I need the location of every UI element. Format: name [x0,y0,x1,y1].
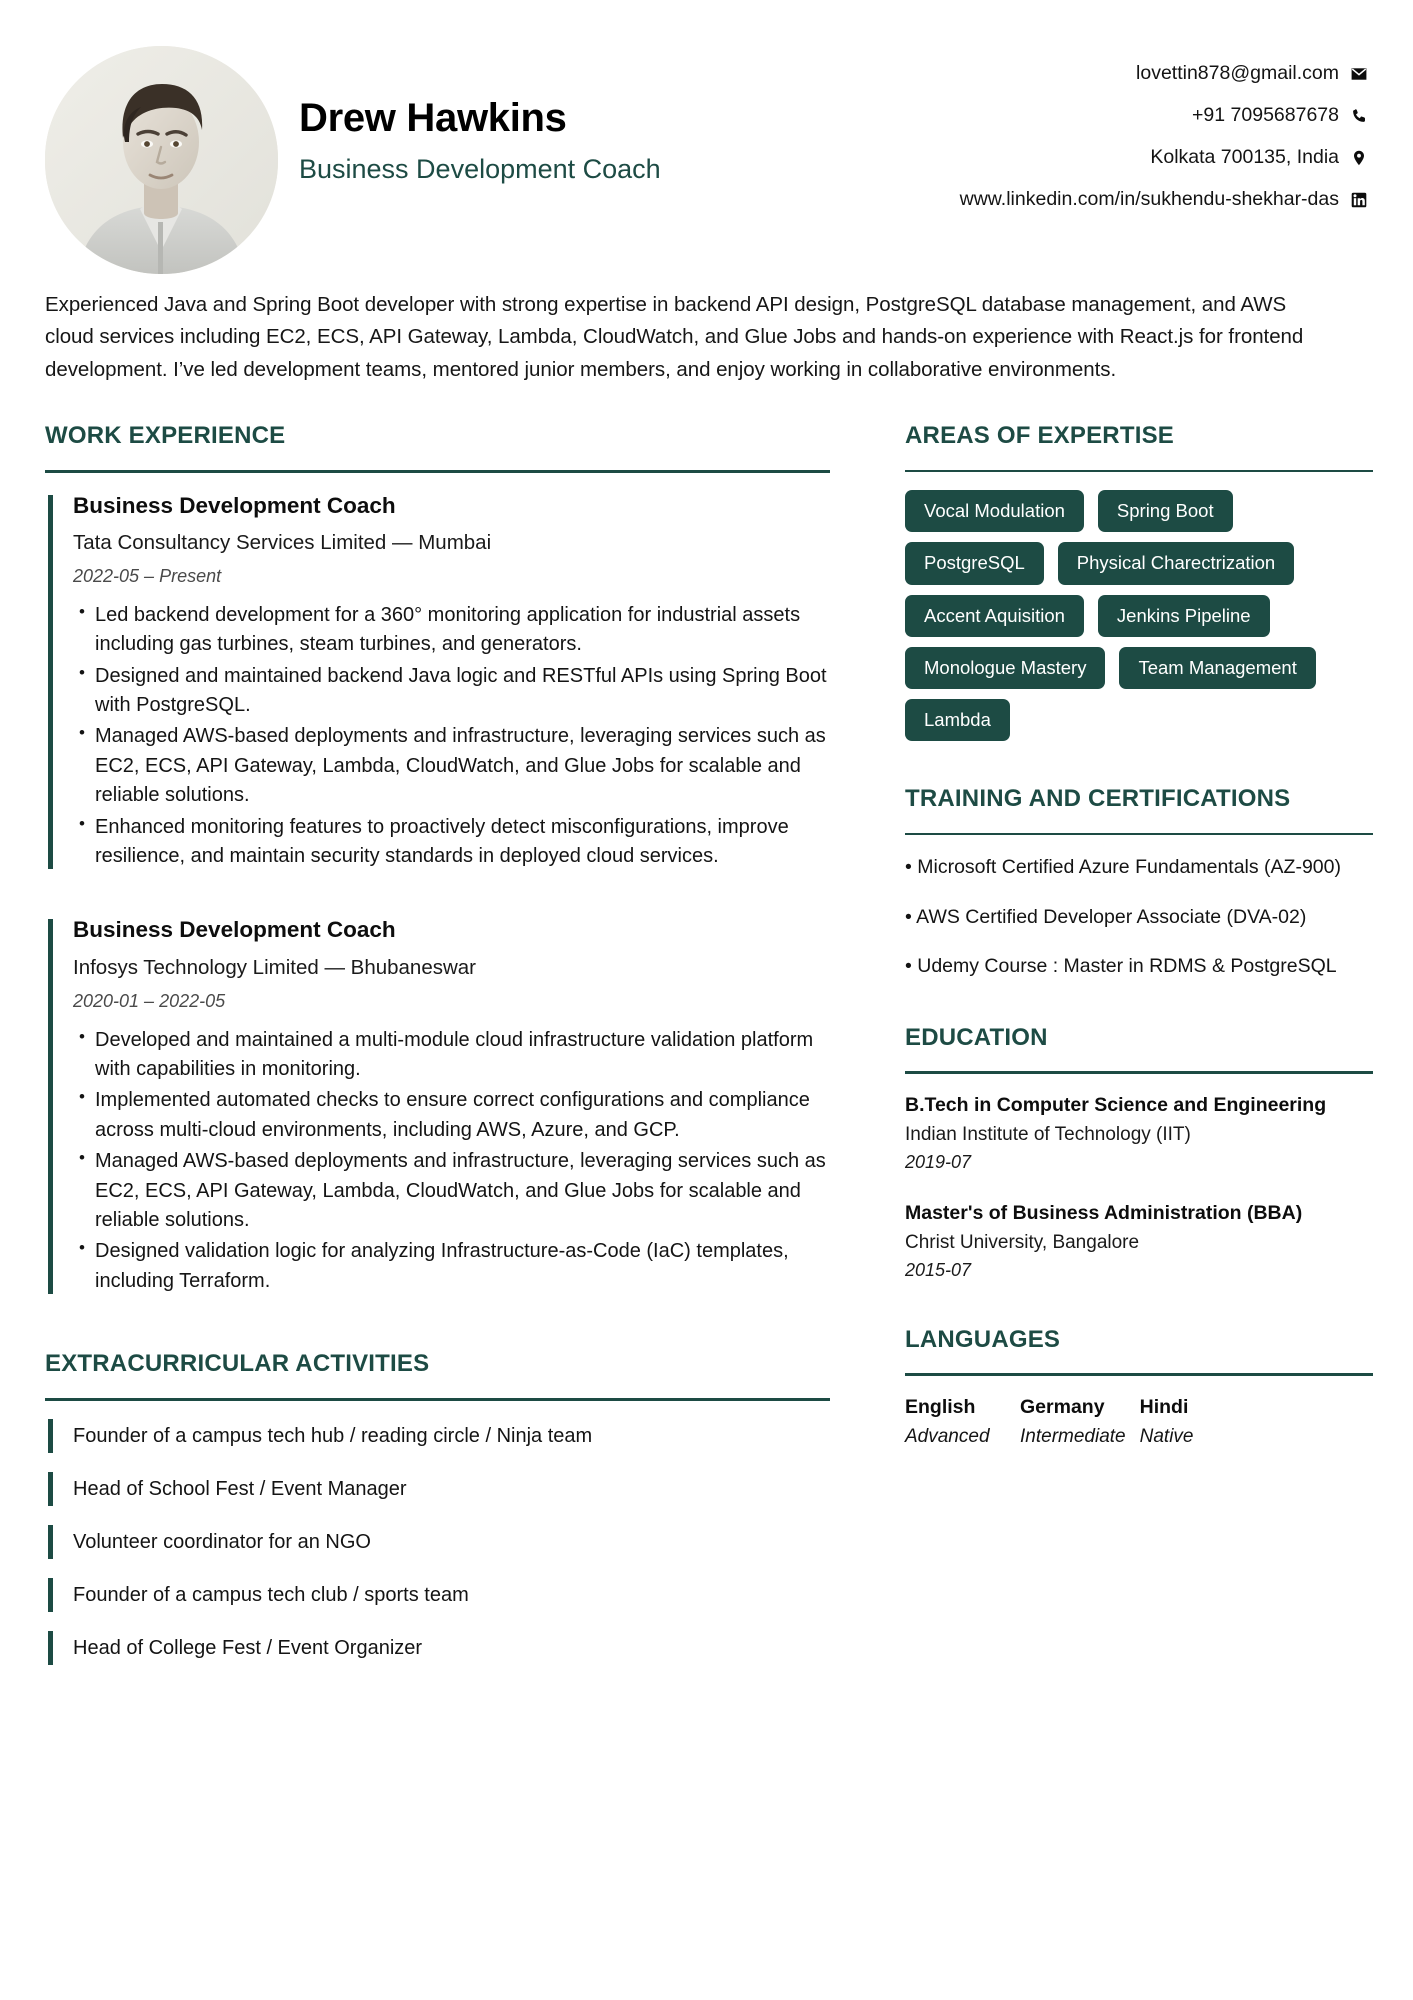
languages-title: LANGUAGES [905,1325,1061,1353]
job-bullet: • Designed validation logic for analyzing Infrastructure-as-Code (IaC) templates, including Terraform. [73,1237,830,1296]
skill-badge: Accent Aquisition [905,595,1084,637]
contact-phone-value: +91 7095687678 [1192,104,1339,126]
work-experience-section [45,420,830,1296]
accent-bar [48,1419,53,1453]
extracurricular-title: EXTRACURRICULAR ACTIVITIES [45,1350,430,1378]
resume-body [45,420,1368,1664]
resume-header [45,40,1368,275]
education-date: 2019-07 [905,1151,972,1172]
contact-location-value: Kolkata 700135, India [1150,146,1339,168]
job-dates: 2022-05 – Present [73,566,222,587]
job-bullet: • Enhanced monitoring features to proactively detect misconfigurations, improve resilience, and maintain security standards in deployed cloud services. [73,813,830,872]
location-icon [1350,149,1368,167]
extracurricular-item [45,1472,830,1506]
extracurricular-item [45,1631,830,1665]
extracurricular-label: Head of College Fest / Event Organizer [73,1636,423,1659]
section-divider [905,833,1373,836]
section-divider [45,470,830,473]
language-level: Advanced [905,1426,990,1448]
accent-bar [48,1525,53,1559]
education-item [905,1092,1373,1174]
skill-badge: Team Management [1119,647,1315,689]
extracurricular-label: Volunteer coordinator for an NGO [73,1530,371,1553]
language-name: Germany [1020,1395,1105,1418]
skill-badge: Vocal Modulation [905,490,1084,532]
certification-item: • Udemy Course : Master in RDMS & PostgreSQL [905,954,1337,977]
education-school: Indian Institute of Technology (IIT) [905,1123,1191,1145]
contact-email-value: lovettin878@gmail.com [1136,62,1339,84]
language-name: English [905,1395,976,1418]
section-divider [45,1398,830,1401]
left-column [45,420,865,1664]
education-degree: Master's of Business Administration (BBA) [905,1201,1303,1224]
section-divider [905,1373,1373,1376]
training-certifications-section [905,783,1373,980]
job-company: Tata Consultancy Services Limited — Mumbai [73,530,492,554]
job-bullet: • Managed AWS-based deployments and infrastructure, leveraging services such as EC2, ECS, API Gateway, Lambda, CloudWatch, and Glue Jobs for scalable and reliable solutions. [73,1147,830,1235]
education-degree: B.Tech in Computer Science and Engineering [905,1093,1327,1116]
education-school: Christ University, Bangalore [905,1231,1140,1253]
skill-badge: Physical Charectrization [1058,542,1294,584]
languages-section [905,1324,1373,1450]
job-bullet-list [73,1026,830,1297]
accent-bar [48,1472,53,1506]
job-role: Business Development Coach [73,917,396,943]
accent-bar [48,495,53,870]
language-item [1020,1394,1140,1450]
contact-block [938,62,1368,211]
education-title: EDUCATION [905,1024,1048,1052]
profile-photo [45,46,278,274]
accent-bar [48,1578,53,1612]
skill-badge: PostgreSQL [905,542,1044,584]
skill-badge: Spring Boot [1098,490,1233,532]
areas-of-expertise-title: AREAS OF EXPERTISE [905,422,1174,450]
skill-badge: Jenkins Pipeline [1098,595,1270,637]
contact-phone[interactable] [938,104,1368,127]
extracurricular-item [45,1578,830,1612]
education-item [905,1200,1373,1282]
photo-container [45,40,287,274]
extracurricular-item [45,1419,830,1453]
language-item [905,1394,1020,1450]
skill-badge: Monologue Mastery [905,647,1105,689]
job-bullet: • Implemented automated checks to ensure correct configurations and compliance across multi-cloud environments, including AWS, Azure, and GCP. [73,1086,830,1145]
section-divider [905,1071,1373,1074]
work-experience-title: WORK EXPERIENCE [45,422,286,450]
language-name: Hindi [1139,1395,1189,1418]
extracurricular-label: Founder of a campus tech club / sports team [73,1583,469,1606]
professional-summary: Experienced Java and Spring Boot developer with strong expertise in backend API design, PostgreSQL database management, and AWS cloud services including EC2, ECS, API Gateway, Lambda, CloudWatch, and Glue Jobs and hands-on experience with React.js for frontend development. I’ve led development teams, mentored junior members, and enjoy working in collaborative environments. [45,293,1304,381]
contact-location[interactable] [938,146,1368,169]
candidate-name: Drew Hawkins [299,96,567,140]
extracurricular-section [45,1348,830,1664]
job-company: Infosys Technology Limited — Bhubaneswar [73,955,477,979]
training-certifications-title: TRAINING AND CERTIFICATIONS [905,785,1291,813]
job-bullet: • Designed and maintained backend Java logic and RESTful APIs using Spring Boot with PostgreSQL. [73,662,830,721]
phone-icon [1350,107,1368,125]
accent-bar [48,1631,53,1665]
accent-bar [48,919,53,1294]
job-role: Business Development Coach [73,492,396,518]
skill-badge: Lambda [905,699,1010,741]
education-section [905,1022,1373,1282]
certification-item: • Microsoft Certified Azure Fundamentals (AZ-900) [905,856,1341,879]
contact-linkedin[interactable] [938,188,1368,211]
certification-item: • AWS Certified Developer Associate (DVA-02) [905,905,1307,928]
language-list [905,1394,1373,1450]
extracurricular-item [45,1525,830,1559]
job-bullet: • Developed and maintained a multi-module cloud infrastructure validation platform with capabilities in monitoring. [73,1026,830,1085]
education-date: 2015-07 [905,1259,972,1280]
job-bullet-list [73,601,830,872]
contact-email[interactable] [938,62,1368,85]
email-icon [1350,65,1368,83]
right-column [905,420,1373,1450]
areas-of-expertise-section [905,420,1373,741]
language-level: Intermediate [1020,1426,1126,1448]
work-experience-item [45,491,830,872]
extracurricular-label: Head of School Fest / Event Manager [73,1477,407,1500]
work-experience-item [45,915,830,1296]
skill-badge-list [905,490,1373,741]
job-bullet: • Led backend development for a 360° monitoring application for industrial assets including gas turbines, steam turbines, and generators. [73,601,830,660]
section-divider [905,470,1373,473]
job-bullet: • Managed AWS-based deployments and infrastructure, leveraging services such as EC2, ECS, API Gateway, Lambda, CloudWatch, and Glue Jobs for scalable and reliable solutions. [73,722,830,810]
language-item [1140,1394,1255,1450]
linkedin-icon [1350,191,1368,209]
job-dates: 2020-01 – 2022-05 [73,991,226,1012]
extracurricular-label: Founder of a campus tech hub / reading circle / Ninja team [73,1424,593,1447]
language-level: Native [1139,1426,1194,1448]
contact-linkedin-value: www.linkedin.com/in/sukhendu-shekhar-das [959,188,1339,210]
candidate-job-title: Business Development Coach [299,154,661,184]
